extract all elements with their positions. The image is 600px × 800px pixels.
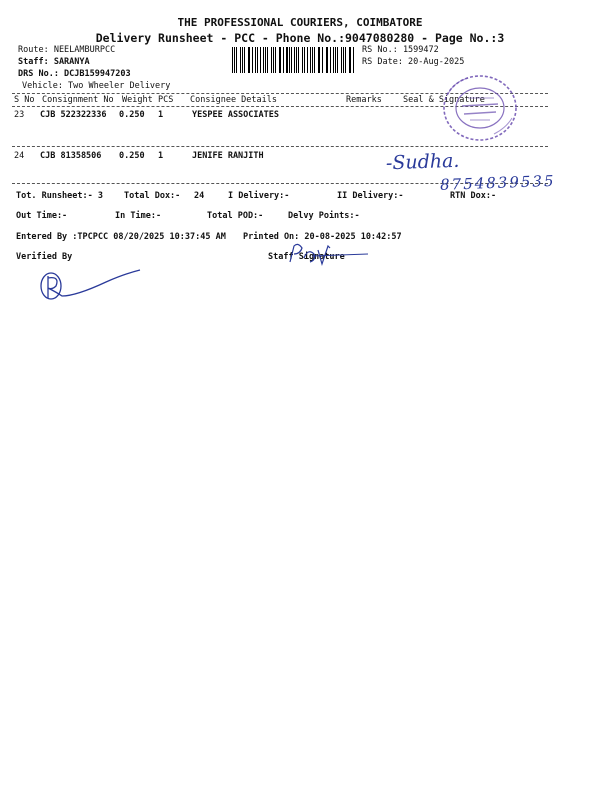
table-row-consignee: JENIFE RANJITH: [192, 151, 264, 161]
delvy-points: Delvy Points:-: [288, 211, 360, 221]
table-row-weight: 0.250: [119, 151, 145, 161]
verified-by: Verified By: [16, 252, 73, 262]
table-row-consignment: CJB 522322336: [40, 110, 107, 120]
barcode-bar: [350, 47, 351, 73]
table-row-consignment: CJB 81358506: [40, 151, 102, 161]
staff-signature-scribble-icon: [284, 240, 374, 272]
barcode-bar: [343, 47, 344, 73]
table-row-sno: 24: [14, 151, 25, 161]
printed-on: Printed On: 20-08-2025 10:42:57: [243, 232, 402, 242]
barcode-bar: [337, 47, 338, 73]
col-consignee: Consignee Details: [190, 95, 277, 105]
seal-stamp-icon: [438, 68, 522, 144]
tot-runsheet: Tot. Runsheet:- 3: [16, 191, 103, 201]
barcode-bar: [263, 47, 264, 73]
barcode-bar: [232, 47, 233, 73]
verified-signature-icon: [36, 266, 146, 306]
table-row-consignee: YESPEE ASSOCIATES: [192, 110, 279, 120]
table-row-pcs: 1: [158, 151, 164, 161]
barcode-bar: [319, 47, 320, 73]
barcode-bar: [244, 47, 245, 73]
handwritten-phone: 8754839535: [439, 171, 556, 194]
barcode-bar: [240, 47, 241, 73]
total-dox-value: 24: [194, 191, 205, 201]
rtn-dox: RTN Dox:-: [450, 191, 497, 201]
barcode-bar: [252, 47, 253, 73]
total-dox-label: Total Dox:-: [124, 191, 181, 201]
col-consignment: Consignment No: [42, 95, 114, 105]
col-pcs: PCS: [158, 95, 174, 105]
out-time: Out Time:-: [16, 211, 68, 221]
route-label: Route: NEELAMBURPCC: [18, 45, 116, 55]
barcode-bar: [330, 47, 331, 73]
barcode-bar: [322, 47, 323, 73]
barcode-bar: [255, 47, 256, 73]
staff-signature-label: Staff Signature: [268, 252, 345, 262]
barcode-bar: [286, 47, 287, 73]
col-seal-signature: Seal & Signature: [403, 95, 485, 105]
barcode-bar: [275, 47, 276, 73]
drs-number: DRS No.: DCJB159947203: [18, 69, 131, 79]
col-remarks: Remarks: [346, 95, 382, 105]
rs-date: RS Date: 20-Aug-2025: [362, 57, 465, 67]
rs-number: RS No.: 1599472: [362, 45, 439, 55]
barcode-bar: [294, 47, 295, 73]
company-title: THE PROFESSIONAL COURIERS, COIMBATORE: [177, 16, 423, 29]
col-weight: Weight: [122, 95, 153, 105]
table-row-sno: 23: [14, 110, 25, 120]
barcode: [232, 47, 356, 73]
vehicle-label: Vehicle: Two Wheeler Delivery: [22, 81, 171, 91]
staff-label: Staff: SARANYA: [18, 57, 90, 67]
col-sno: S No: [14, 95, 35, 105]
barcode-bar: [267, 47, 268, 73]
row-divider: [12, 146, 548, 147]
ii-delivery: II Delivery:-: [337, 191, 404, 201]
barcode-bar: [304, 47, 305, 73]
handwritten-recipient: [384, 150, 584, 192]
runsheet-subtitle: Delivery Runsheet - PCC - Phone No.:9047080280 - Page No.:3: [95, 31, 505, 45]
barcode-bar: [310, 47, 311, 73]
table-row-weight: 0.250: [119, 110, 145, 120]
handwritten-name: -Sudha.: [385, 149, 460, 175]
i-delivery: I Delivery:-: [228, 191, 290, 201]
in-time: In Time:-: [115, 211, 162, 221]
total-pod: Total POD:-: [207, 211, 264, 221]
barcode-bar: [302, 47, 303, 73]
table-row-pcs: 1: [158, 110, 164, 120]
entered-by: Entered By :TPCPCC 08/20/2025 10:37:45 AM: [16, 232, 226, 242]
barcode-bar: [280, 47, 281, 73]
